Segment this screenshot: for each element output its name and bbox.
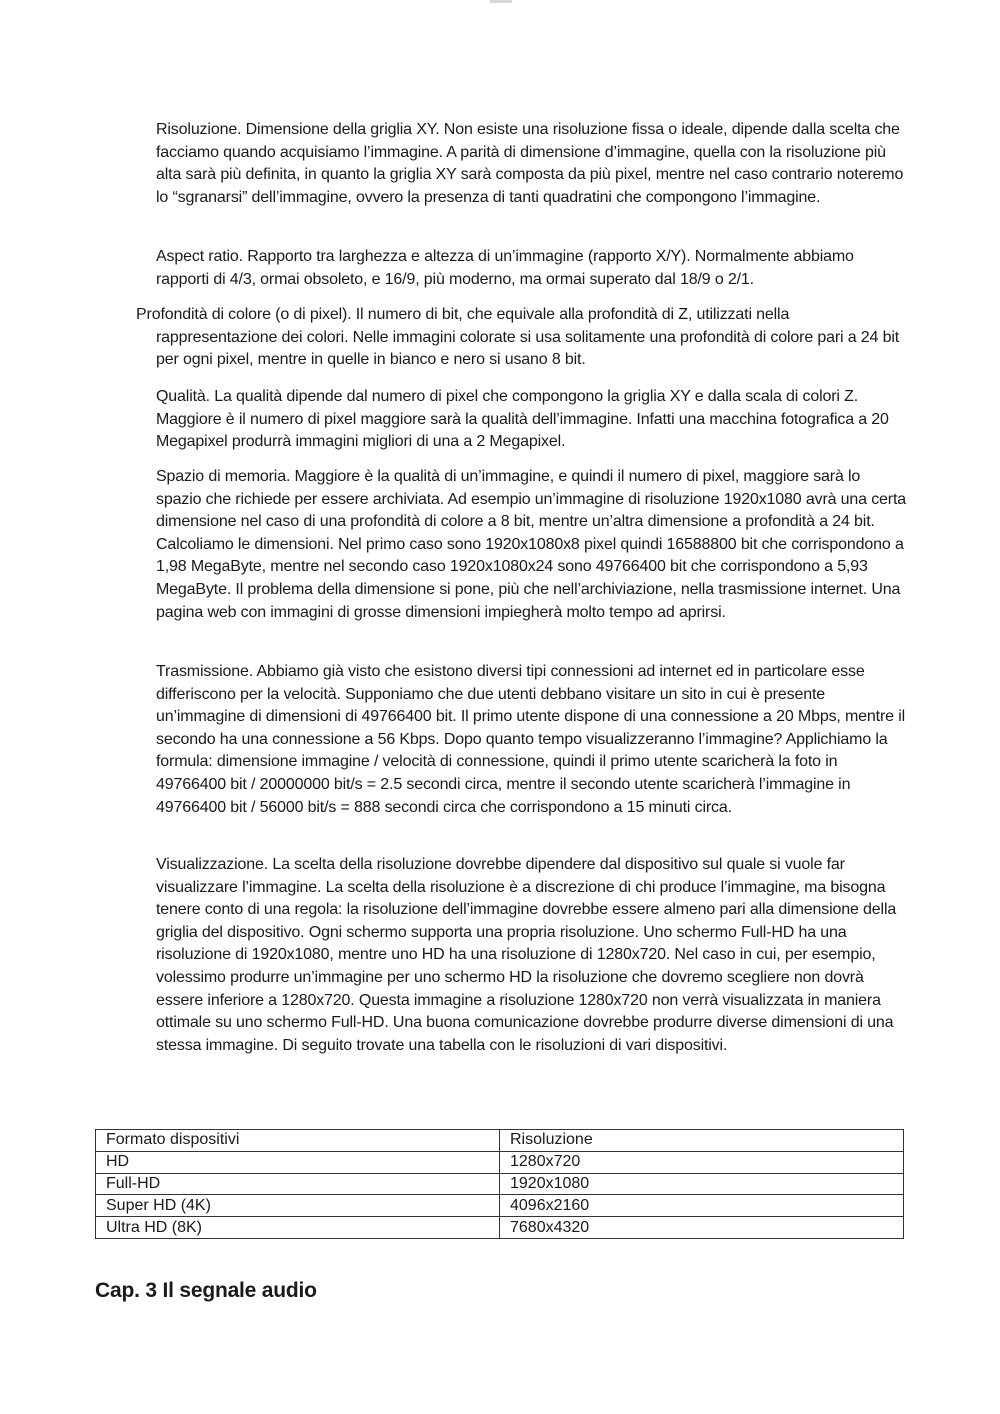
paragraph-qualita: Qualità. La qualità dipende dal numero di pixel che compongono la griglia XY e dalla scala di colori Z. Maggiore è il numero di pixel maggiore sarà la qualità dell’immagine. Infatti una macchina fotografica a 20 Megapixel produrrà immagini migliori di una a 2 Megapixel. [156,388,889,451]
table-cell-format: Full-HD [96,1173,500,1195]
table-row [96,1173,904,1195]
resolution-table [95,1129,904,1239]
table-row [96,1217,904,1239]
table-cell-format: Ultra HD (8K) [96,1217,500,1239]
table-row [96,1195,904,1217]
table-header-row [96,1130,904,1152]
chapter-heading: Cap. 3 Il segnale audio [95,1279,317,1302]
paragraph-trasmissione: Trasmissione. Abbiamo già visto che esistono diversi tipi connessioni ad internet ed in particolare esse differiscono per la velocità. Supponiamo che due utenti debbano visitare un sito in cui è presente un’immagine di dimensioni di 49766400 bit. Il primo utente dispone di una connessione a 20 Mbps, mentre il secondo ha una connessione a 56 Kbps. Dopo quanto tempo visualizzeranno l’immagine? Applichiamo la formula: dimensione immagine / velocità di connessione, quindi il primo utente scaricherà la foto in 49766400 bit / 20000000 bit/s = 2.5 secondi circa, mentre il secondo utente scaricherà l’immagine in 49766400 bit / 56000 bit/s = 888 secondi circa che corrispondono a 15 minuti circa. [156,663,906,816]
paragraph-profondita-colore: Profondità di colore (o di pixel). Il numero di bit, che equivale alla profondità di Z, utilizzati nella rappresentazione dei colori. Nelle immagini colorate si usa solitamente una profondità di colore pari a 24 bit per ogni pixel, mentre in quelle in bianco e nero si usano 8 bit. [136,306,900,369]
table-cell-resolution: 1920x1080 [500,1173,904,1195]
table-cell-resolution: 4096x2160 [500,1195,904,1217]
table-cell-format: Super HD (4K) [96,1195,500,1217]
table-header-cell: Risoluzione [500,1130,904,1152]
table-cell-format: HD [96,1151,500,1173]
paragraph-spazio-memoria: Spazio di memoria. Maggiore è la qualità di un’immagine, e quindi il numero di pixel, maggiore sarà lo spazio che richiede per essere archiviata. Ad esempio un’immagine di risoluzione 1920x1080 avrà una certa dimensione nel caso di una profondità di colore a 8 bit, mentre un’altra dimensione a profondità a 24 bit. Calcoliamo le dimensioni. Nel primo caso sono 1920x1080x8 pixel quindi 16588800 bit che corrispondono a 1,98 MegaByte, mentre nel secondo caso 1920x1080x24 sono 49766400 bit che corrispondono a 5,93 MegaByte. Il problema della dimensione si pone, più che nell’archiviazione, nella trasmissione internet. Una pagina web con immagini di grosse dimensioni impiegherà molto tempo ad aprirsi. [156,468,907,621]
table-cell-resolution: 7680x4320 [500,1217,904,1239]
paragraph-risoluzione: Risoluzione. Dimensione della griglia XY. Non esiste una risoluzione fissa o ideale, dipende dalla scelta che facciamo quando acquisiamo l’immagine. A parità di dimensione d’immagine, quella con la risoluzione più alta sarà più definita, in quanto la griglia XY sarà composta da più pixel, mentre nel caso contrario noteremo lo “sgranarsi” dell’immagine, ovvero la presenza di tanti quadratini che compongono l’immagine. [156,121,904,206]
table-header-cell: Formato dispositivi [96,1130,500,1152]
table-cell-resolution: 1280x720 [500,1151,904,1173]
paragraph-aspect-ratio: Aspect ratio. Rapporto tra larghezza e altezza di un’immagine (rapporto X/Y). Normalmente abbiamo rapporti di 4/3, ormai obsoleto, e 16/9, più moderno, ma ormai superato dal 18/9 o 2/1. [156,248,854,288]
page-header-mark [490,0,512,3]
paragraph-visualizzazione: Visualizzazione. La scelta della risoluzione dovrebbe dipendere dal dispositivo sul quale si vuole far visualizzare l’immagine. La scelta della risoluzione è a discrezione di chi produce l’immagine, ma bisogna tenere conto di una regola: la risoluzione dell’immagine dovrebbe essere almeno pari alla dimensione della griglia del dispositivo. Ogni schermo supporta una propria risoluzione. Uno schermo Full-HD ha una risoluzione di 1920x1080, mentre uno HD ha una risoluzione di 1280x720. Nel caso in cui, per esempio, volessimo produrre un’immagine per uno schermo HD la risoluzione che dovremo scegliere non dovrà essere inferiore a 1280x720. Questa immagine a risoluzione 1280x720 non verrà visualizzata in maniera ottimale su uno schermo Full-HD. Una buona comunicazione dovrebbe produrre diverse dimensioni di una stessa immagine. Di seguito trovate una tabella con le risoluzioni di vari dispositivi. [156,856,897,1054]
table-row [96,1151,904,1173]
